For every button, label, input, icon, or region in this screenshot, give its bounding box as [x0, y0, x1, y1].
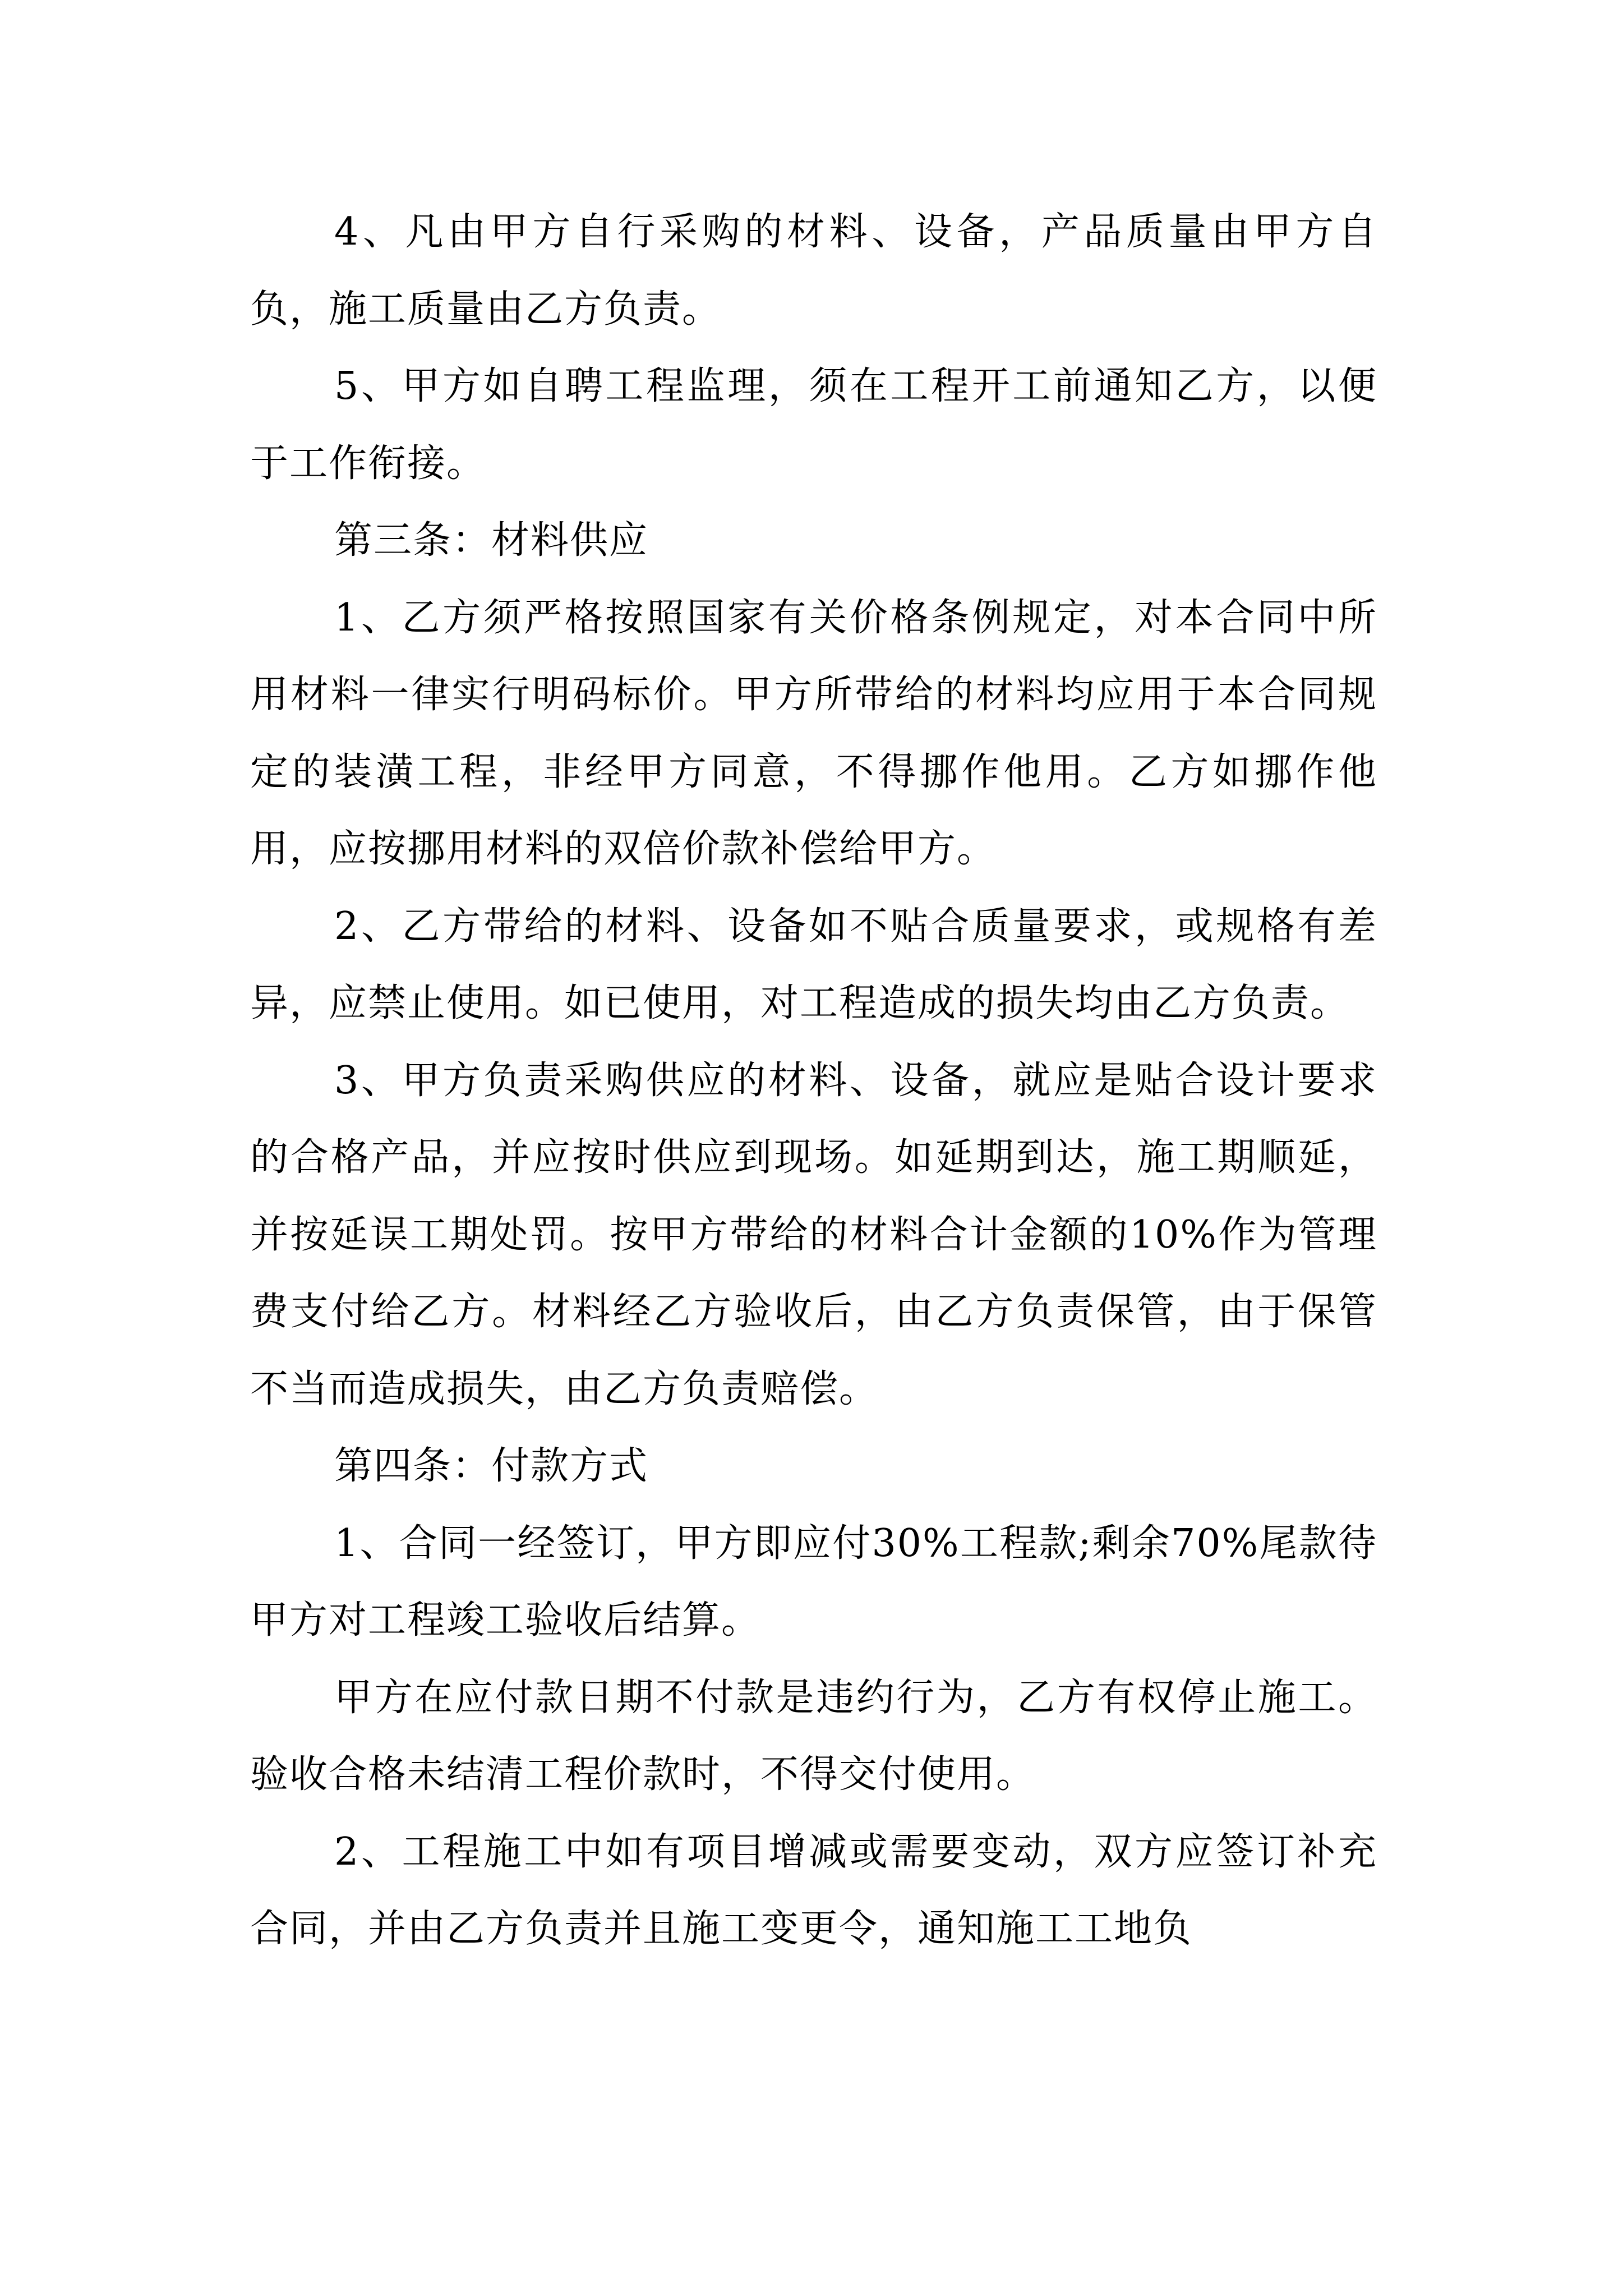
- section-heading-article-4: 第四条：付款方式: [334, 1444, 649, 1488]
- paragraph-article-4-default-payment: 甲方在应付款日期不付款是违约行为，乙方有权停止施工。验收合格未结清工程价款时，不得交付使用。: [250, 1675, 1377, 1797]
- section-heading-article-3: 第三条：材料供应: [334, 518, 649, 563]
- paragraph-item-5-supervision: 5、甲方如自聘工程监理，须在工程开工前通知乙方，以便于工作衔接。: [250, 364, 1377, 486]
- paragraph-article-4-item-2: 2、工程施工中如有项目增减或需要变动，双方应签订补充合同，并由乙方负责并且施工变更令，通知施工工地负: [250, 1829, 1377, 1951]
- document-body: [250, 194, 1377, 1968]
- paragraph-article-3-item-3: 3、甲方负责采购供应的材料、设备，就应是贴合设计要求的合格产品，并应按时供应到现场。如延期到达，施工期顺延，并按延误工期处罚。按甲方带给的材料合计金额的10%作为管理费支付给乙方。材料经乙方验收后，由乙方负责保管，由于保管不当而造成损失，由乙方负责赔偿。: [250, 1058, 1377, 1411]
- paragraph-article-3-item-1: 1、乙方须严格按照国家有关价格条例规定，对本合同中所用材料一律实行明码标价。甲方所带给的材料均应用于本合同规定的装潢工程，非经甲方同意，不得挪作他用。乙方如挪作他用，应按挪用材料的双倍价款补偿给甲方。: [250, 595, 1377, 871]
- paragraph-item-4-quality: 4、凡由甲方自行采购的材料、设备，产品质量由甲方自负，施工质量由乙方负责。: [250, 210, 1377, 332]
- paragraph-article-3-item-2: 2、乙方带给的材料、设备如不贴合质量要求，或规格有差异，应禁止使用。如已使用，对工程造成的损失均由乙方负责。: [250, 904, 1377, 1025]
- paragraph-article-4-item-1: 1、合同一经签订，甲方即应付30%工程款;剩余70%尾款待甲方对工程竣工验收后结算。: [250, 1521, 1377, 1642]
